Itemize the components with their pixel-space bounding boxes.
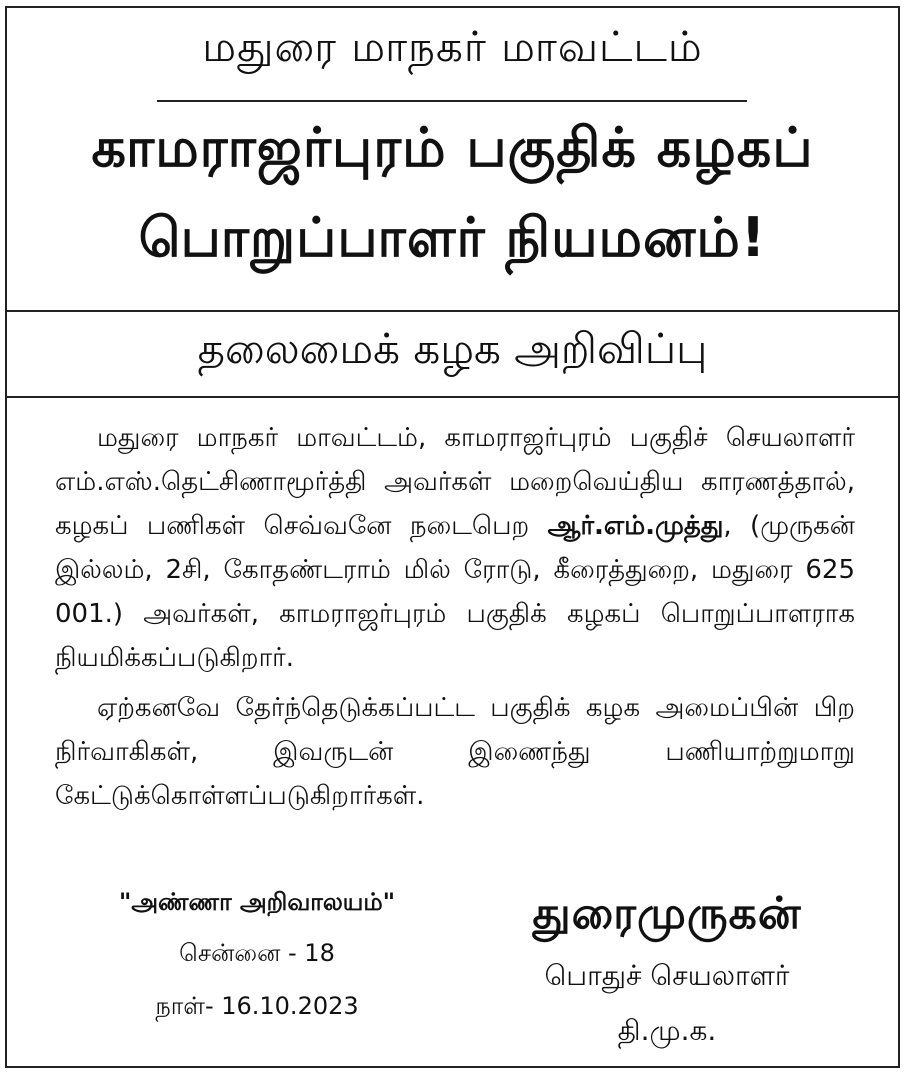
issue-place: "அண்ணா அறிவாலயம்": [118, 888, 396, 916]
notice-frame: [5, 6, 900, 1068]
district-title: மதுரை மாநகர் மாவட்டம்: [202, 22, 703, 71]
announcement-title: தலைமைக் கழக அறிவிப்பு: [197, 324, 708, 373]
notice-body: [55, 416, 855, 818]
headline-line-2: பொறுப்பாளர் நியமனம்!: [138, 206, 767, 269]
header-divider: [7, 310, 898, 312]
announcement-divider: [7, 396, 898, 398]
issue-date: நாள்- 16.10.2023: [155, 992, 359, 1020]
issue-city: சென்னை - 18: [179, 939, 335, 967]
body-p1-intro: மதுரை மாநகர் மாவட்டம், காமராஜர்புரம் பகுதிச் செயலாளர் எம்.எஸ்.தெட்சிணாமூர்த்தி அவர்கள் மறைவெய்திய காரணத்தால், கழகப் பணிகள் செவ்வனே நடைபெற: [55, 423, 855, 541]
body-p1-rest: , (முருகன் இல்லம், 2சி, கோதண்டராம் மில் ரோடு, கீரைத்துறை, மதுரை 625 001.) அவர்கள், காமராஜர்புரம் பகுதிக் கழகப் பொறுப்பாளராக நியமிக்கப்படுகிறார்.: [55, 511, 855, 673]
headline-line-1: காமராஜர்புரம் பகுதிக் கழகப்: [91, 116, 814, 179]
party-name: தி.மு.க.: [617, 1014, 717, 1047]
signer-role: பொதுச் செயலாளர்: [544, 959, 790, 992]
signer-name: துரைமுருகன்: [532, 888, 802, 939]
signature-block: [467, 888, 867, 1051]
header-rule: [157, 100, 747, 102]
body-paragraph-1: [55, 416, 855, 680]
body-paragraph-2: ஏற்கனவே தேர்ந்தெடுக்கப்பட்ட பகுதிக் கழக அமைப்பின் பிற நிர்வாகிகள், இவருடன் இணைந்து பணியாற்றுமாறு கேட்டுக்கொள்ளப்படுகிறார்கள்.: [55, 693, 855, 811]
appointee-name: ஆர்.எம்.முத்து: [547, 511, 724, 541]
notice-header: [7, 8, 898, 310]
issue-details: [77, 888, 437, 1023]
